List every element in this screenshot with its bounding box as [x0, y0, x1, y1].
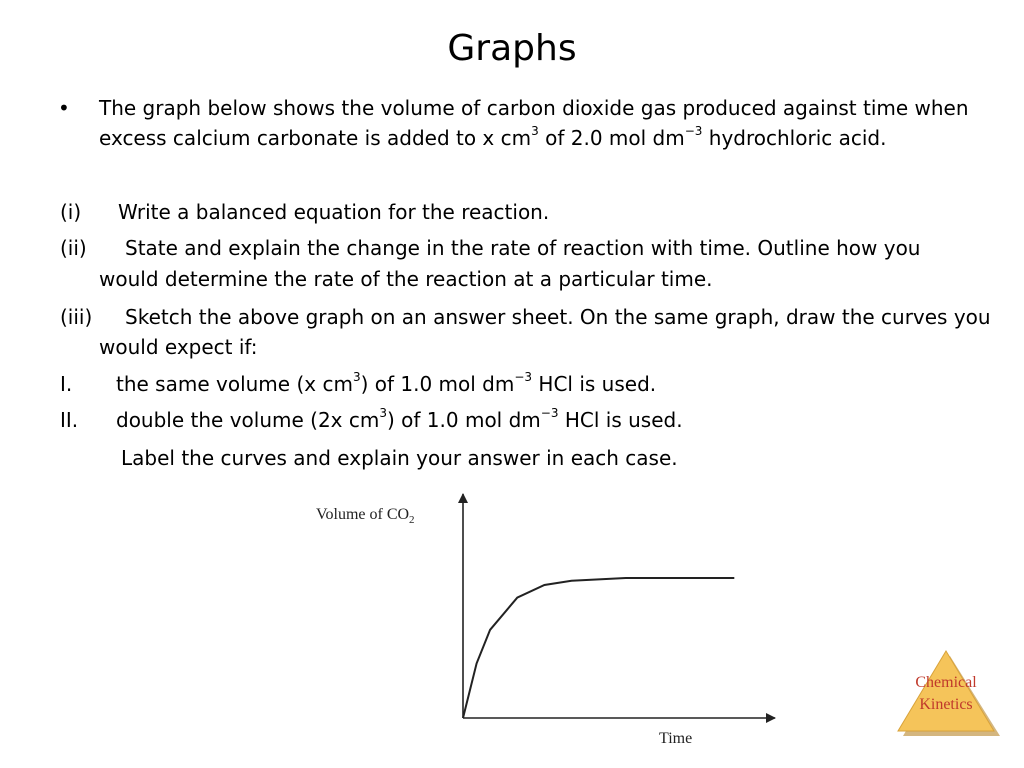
sub1-sup-1: 3	[352, 370, 361, 384]
sub2-text-c: HCl is used.	[558, 408, 683, 432]
intro-line-1: The graph below shows the volume of carbon dioxide gas produced against time when	[99, 96, 969, 120]
x-axis-label: Time	[659, 730, 693, 747]
y-axis-label-main: Volume of CO	[316, 506, 410, 523]
logo-text-line-1: Chemical	[915, 674, 977, 691]
y-axis-label-subscript: 2	[409, 514, 415, 526]
question-3-text-2: would expect if:	[99, 335, 258, 359]
question-3-label: (iii)	[60, 305, 93, 329]
slide-title: Graphs	[447, 28, 577, 69]
question-2-label: (ii)	[60, 236, 87, 260]
intro-text-c: hydrochloric acid.	[702, 126, 887, 150]
sub2-text-b: ) of 1.0 mol dm	[387, 408, 541, 432]
intro-sup-1: 3	[531, 124, 539, 138]
logo-triangle	[898, 651, 994, 731]
sub1-text-b: ) of 1.0 mol dm	[360, 372, 515, 396]
question-2-text-2: would determine the rate of the reaction at a particular time.	[99, 267, 713, 291]
logo-text-line-2: Kinetics	[919, 696, 973, 713]
intro-text-a: excess calcium carbonate is added to x cm	[99, 126, 532, 150]
question-3-text-1: Sketch the above graph on an answer sheet. On the same graph, draw the curves you	[125, 305, 991, 329]
closing-instruction: Label the curves and explain your answer in each case.	[121, 446, 678, 470]
intro-sup-2: −3	[684, 124, 703, 138]
question-2-text-1: State and explain the change in the rate of reaction with time. Outline how you	[125, 236, 921, 260]
question-1-text: Write a balanced equation for the reaction.	[118, 200, 550, 224]
sub1-text-a: the same volume (x cm	[116, 372, 353, 396]
sub2-sup-1: 3	[379, 406, 387, 420]
intro-text-b: of 2.0 mol dm	[538, 126, 685, 150]
question-1-label: (i)	[60, 200, 82, 224]
bullet-icon: •	[58, 96, 70, 120]
sub-question-1-label: I.	[60, 372, 73, 396]
sub-question-2-label: II.	[60, 408, 79, 432]
sub1-text-c: HCl is used.	[532, 372, 657, 396]
sub2-text-a: double the volume (2x cm	[116, 408, 380, 432]
sub2-sup-2: −3	[540, 406, 559, 420]
sub1-sup-2: −3	[514, 370, 533, 384]
